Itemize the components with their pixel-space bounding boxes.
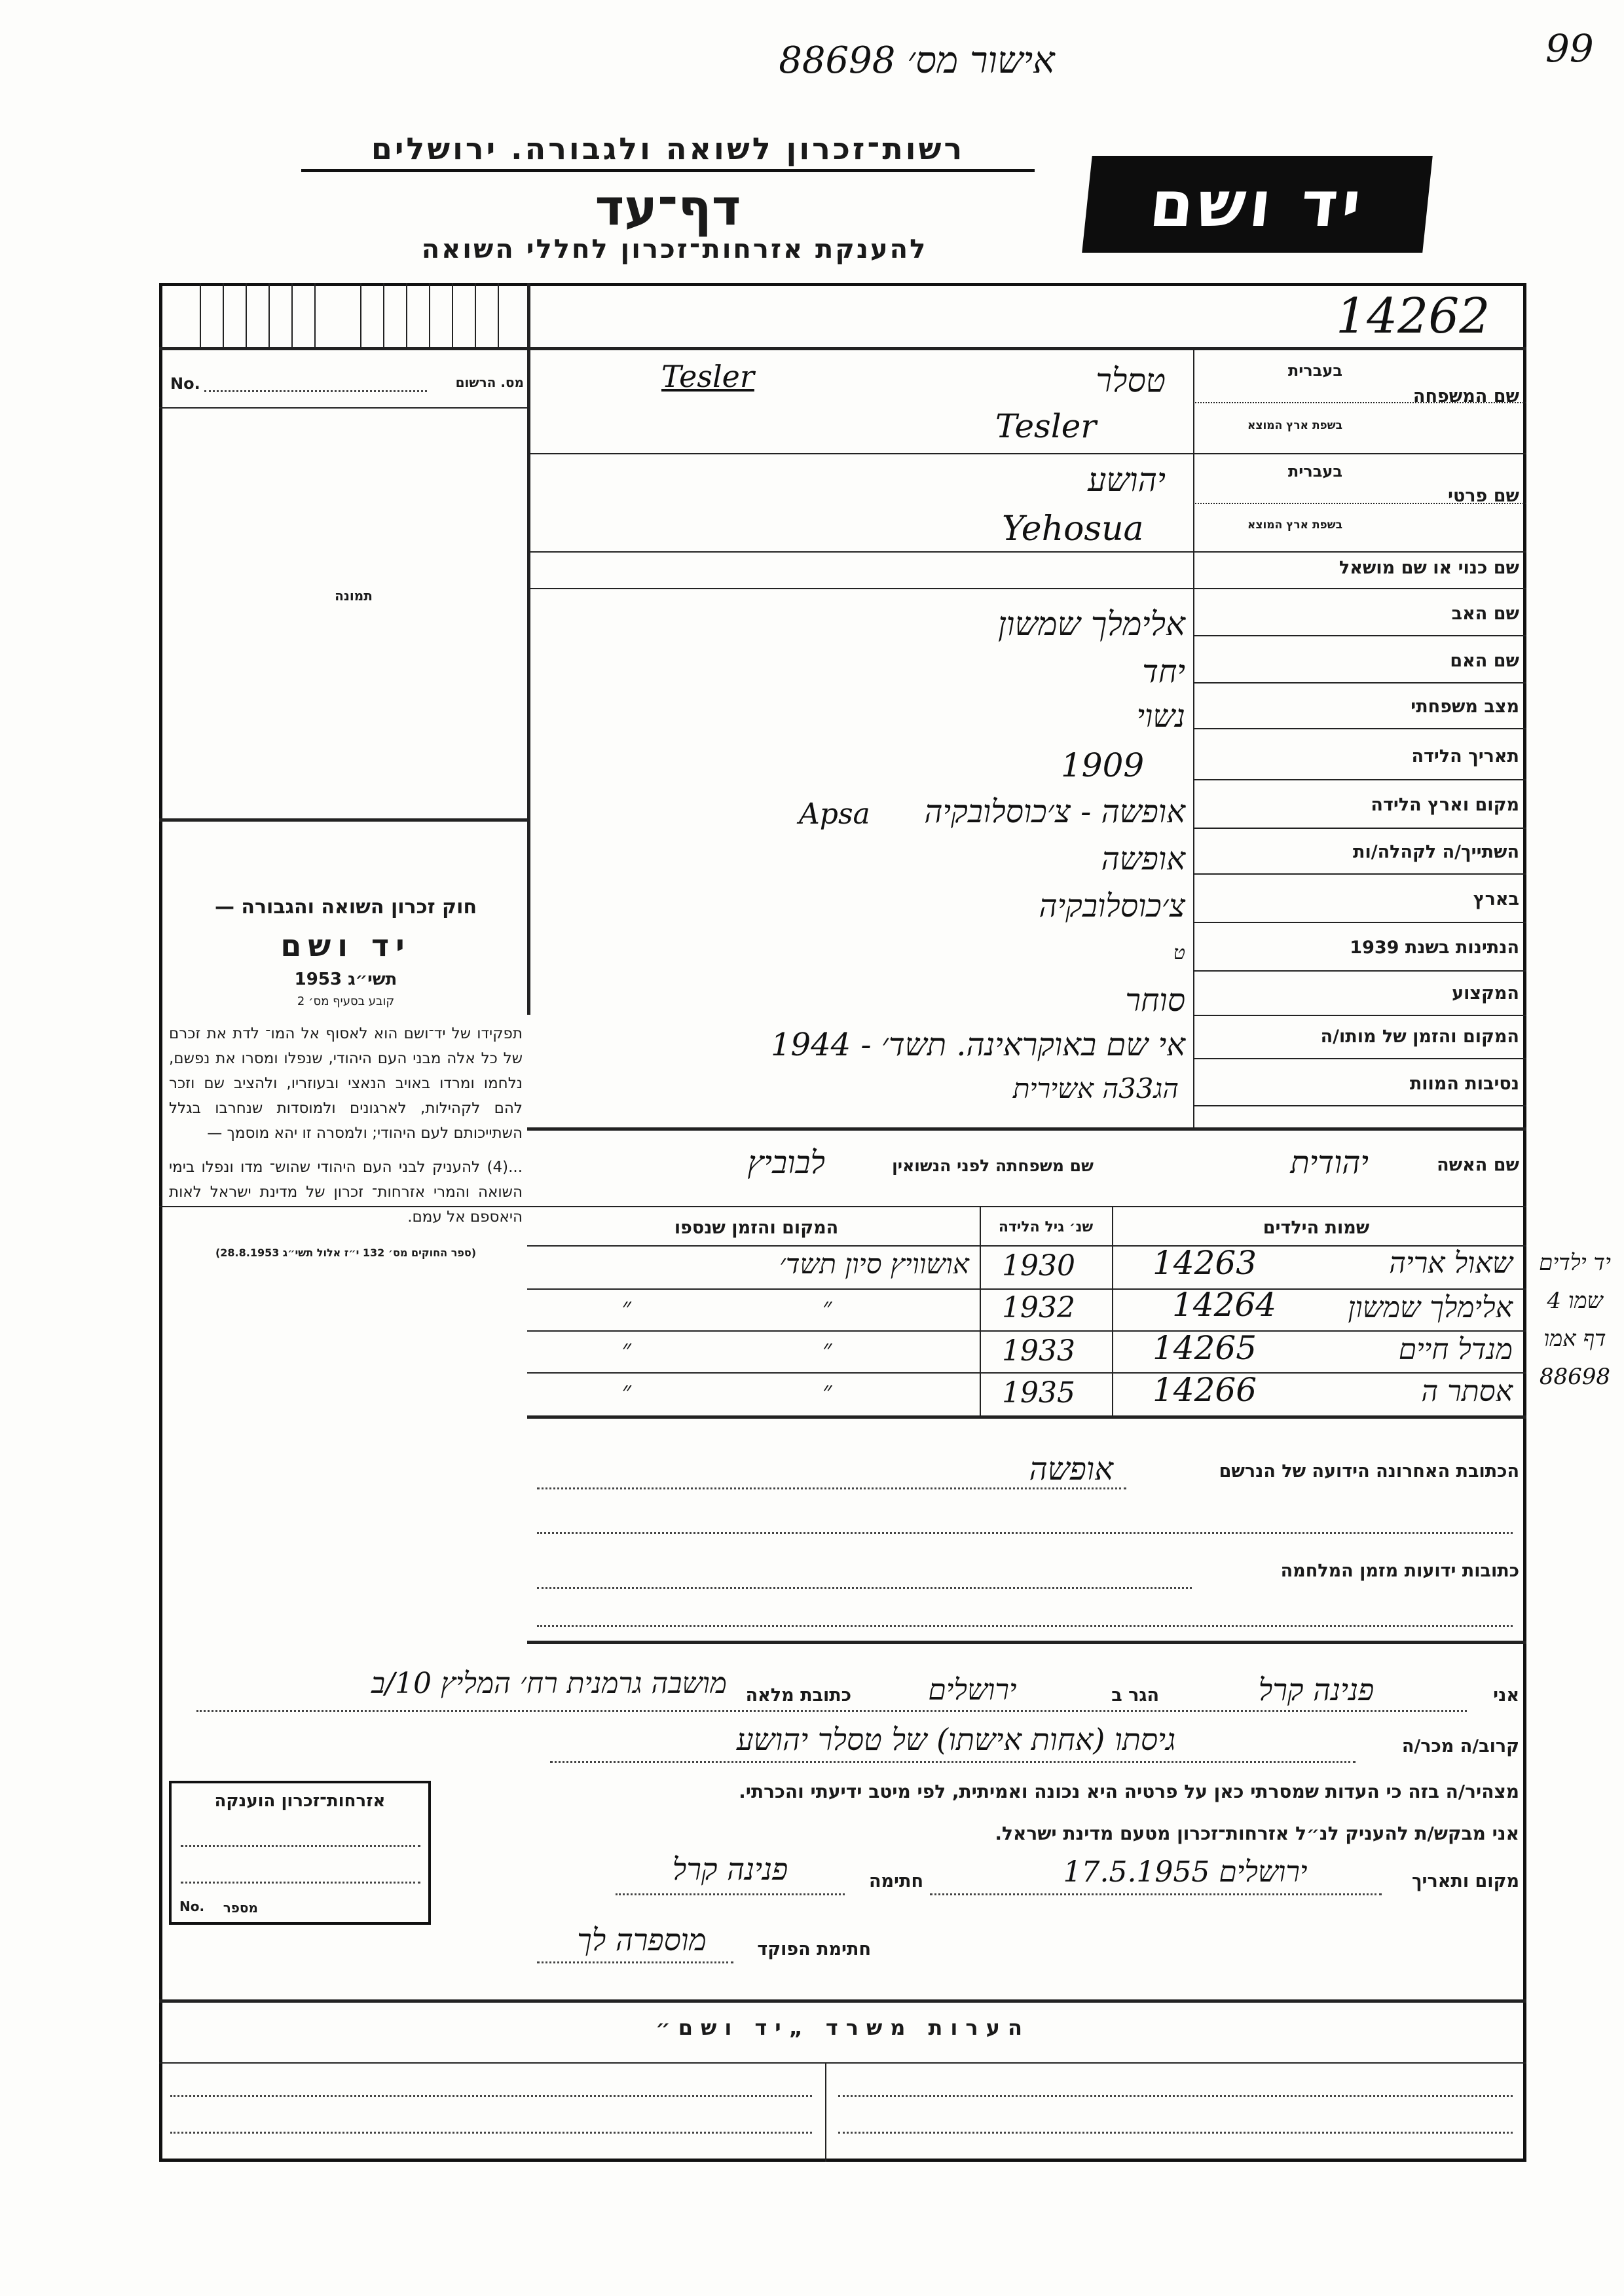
yad-vashem-logo xyxy=(1082,156,1433,253)
approval-number-handwritten: אישור מס׳ 88698 xyxy=(779,39,1055,82)
nationality-value: ט xyxy=(1173,941,1185,964)
death-place-time-value: אי שם באוקראינה. תשד׳ - 1944 xyxy=(771,1027,1185,1063)
country-value: צ׳כוסלובקיה xyxy=(1039,888,1185,924)
surname-sub-hebrew: בעברית xyxy=(1287,361,1342,380)
firstname-sub-origin: בשפת ארץ המוצא xyxy=(1247,519,1342,532)
child-year: 1930 xyxy=(1002,1249,1075,1283)
relation-label: קרוב/ה מכר/ה xyxy=(1401,1736,1519,1757)
firstname-label: שם פרטי xyxy=(1448,486,1519,506)
officer-signature-value: מוספרה לך xyxy=(577,1922,707,1958)
declarant-i-label: אני xyxy=(1493,1685,1519,1705)
country-label: בארץ xyxy=(1473,889,1519,909)
child-number: 14265 xyxy=(1153,1329,1257,1367)
birth-place-extra: Apsa xyxy=(799,797,870,831)
statement-line-1: מצהיר/ה בזה כי העדות שמסרתי כאן על פרטיה היא נכונה ואמיתית, לפי מיטב ידיעתי והכרתי. xyxy=(739,1781,1519,1802)
child-year: 1933 xyxy=(1002,1334,1075,1368)
resident-city: ירושלים xyxy=(928,1673,1017,1707)
law-block xyxy=(169,896,523,1259)
death-circumstances-label: נסיבות המוות xyxy=(1409,1074,1519,1094)
statement-line-2: אני מבקש/ת להעניק לנ״ל אזרחות־זכרון מטעם מדינת ישראל. xyxy=(995,1823,1519,1844)
surname-value-origin: Tesler xyxy=(995,407,1097,445)
mother-name-value: יחד xyxy=(1142,653,1185,690)
community-value: אופשה xyxy=(1101,841,1185,877)
surname-value-hebrew: טסלר xyxy=(1096,361,1166,399)
child-name: מנדל חיים xyxy=(1398,1333,1513,1366)
relation-value: גיסתו (אחות אישתו) של טסלר יהושע xyxy=(736,1722,1176,1757)
photo-label: תמונה xyxy=(335,588,373,604)
child-number: 14263 xyxy=(1153,1244,1257,1282)
resident-label: הגר ב xyxy=(1111,1685,1159,1705)
nickname-label: שם כנוי או שם מושאל xyxy=(1338,558,1519,578)
surname-label: שם המשפחה xyxy=(1412,386,1519,407)
reg-no-label: מס. הרשום xyxy=(455,374,524,390)
child-place: ״ ״ xyxy=(621,1292,924,1321)
firstname-value-origin: Yehosua xyxy=(1002,509,1144,549)
father-name-label: שם האב xyxy=(1451,604,1519,624)
law-text-1: תפקידו של יד־ושם הוא לאסוף אל המו־ לדת את זכרם של כל אלה מבני העם היהודי, שנפלו ומסרו את נפשם, נלחמו ומרדו באויב הנאצי ובעוזריו, ולהציב שם וזכר להם לקהילות, לארגונים ולמוסדות שנחרבו בגלל השתייכותם לעם היהודי; ולמסרה זו יהא מוסמך — xyxy=(169,1025,523,1142)
child-name: שאול אריה xyxy=(1389,1247,1513,1280)
law-reference: (ספר החוקים מס׳ 132 י״ז אלול תשי״ג 28.8.1953) xyxy=(215,1247,477,1259)
law-title: חוק זכרון השואה והגבורה — xyxy=(214,896,477,919)
signature-label: חתימה xyxy=(868,1871,923,1891)
children-margin-note: יד ילדים שמו 4 דף אמו 88698 xyxy=(1539,1250,1611,1390)
children-age-header: שנ׳ גיל הלידה xyxy=(998,1219,1094,1235)
child-place: ״ ״ xyxy=(621,1334,924,1363)
page-number: 99 xyxy=(1545,26,1594,71)
death-circumstances-value: הג33ה אשירית xyxy=(1012,1072,1179,1104)
child-name: אלימלך שמשון xyxy=(1348,1291,1513,1324)
form-title: דף־עד xyxy=(595,178,741,236)
marital-status-value: נשוי xyxy=(1136,698,1185,735)
child-year: 1932 xyxy=(1002,1291,1075,1324)
child-number: 14264 xyxy=(1172,1286,1277,1324)
record-number: 14262 xyxy=(1336,288,1490,344)
wife-maiden-value: לבוביץ xyxy=(747,1144,825,1181)
child-name: אסתר ה xyxy=(1421,1375,1513,1408)
profession-value: סוחר xyxy=(1125,982,1185,1019)
surname-value-extra: Tesler xyxy=(661,359,754,394)
reg-no-en: No. xyxy=(170,374,200,393)
children-place-header: המקום והזמן שנספו xyxy=(674,1218,839,1238)
community-label: השתייך/ה לקהלה/ות xyxy=(1353,842,1519,862)
birth-place-label: מקום וארץ הלידה xyxy=(1371,795,1519,815)
death-place-time-label: המקום והזמן של מותו/ה xyxy=(1320,1027,1519,1047)
father-name-value: אלימלך שמשון xyxy=(998,605,1185,643)
citizenship-number-label: מספר xyxy=(223,1900,258,1916)
birth-place-value: אופשה - צ׳כוסלובקיה xyxy=(924,793,1185,830)
officer-signature-label: חתימת הפוקד xyxy=(757,1939,871,1959)
wife-label: שם האשה xyxy=(1437,1155,1519,1175)
child-number: 14266 xyxy=(1153,1371,1257,1409)
war-address-label: כתובות ידועות מזמן המלחמה xyxy=(1280,1561,1519,1581)
child-place: ״ ״ xyxy=(621,1376,924,1405)
marital-status-label: מצב משפחתי xyxy=(1411,697,1519,717)
firstname-value-hebrew: יהושע xyxy=(1088,461,1166,499)
surname-sub-origin: בשפת ארץ המוצא xyxy=(1247,419,1342,432)
law-section: קובע בסעיף מס׳ 2 xyxy=(297,994,395,1008)
law-name: יד ושם xyxy=(280,928,411,963)
authority-title: רשות־זכרון לשואה ולגבורה. ירושלים xyxy=(301,131,1035,172)
full-address-value: מושבה גרמנית רח׳ המליץ 10/ב xyxy=(371,1667,727,1700)
place-date-value: ירושלים 17.5.1955 xyxy=(1063,1855,1308,1889)
child-place: אושוויץ סיון תשד׳ xyxy=(779,1248,969,1280)
birth-date-label: תאריך הלידה xyxy=(1411,746,1519,767)
law-year: תשי״ג 1953 xyxy=(294,970,397,989)
mother-name-label: שם האם xyxy=(1450,651,1519,671)
wife-value: יהודית xyxy=(1290,1144,1369,1181)
place-date-label: מקום ותאריך xyxy=(1411,1871,1519,1891)
last-address-label: הכתובת האחרונה הידועה של הנרשם xyxy=(1219,1461,1519,1482)
citizenship-number-en: No. xyxy=(179,1899,205,1914)
citizenship-title: אזרחות־זכרון הוענקה xyxy=(214,1791,386,1811)
profession-label: המקצוע xyxy=(1452,983,1519,1004)
signature-value: פנינה קרל xyxy=(672,1851,788,1887)
last-address-value: אופשה xyxy=(1029,1451,1113,1487)
child-year: 1935 xyxy=(1002,1376,1075,1410)
logo-text: יד ושם xyxy=(1146,168,1369,241)
citizenship-box xyxy=(169,1781,431,1925)
full-address-label: כתובת מלאה xyxy=(745,1685,851,1705)
birth-date-value: 1909 xyxy=(1061,746,1145,784)
form-subtitle: להענקת אזרחות־זכרון לחללי השואה xyxy=(421,234,928,264)
children-names-header: שמות הילדים xyxy=(1263,1218,1370,1238)
wife-maiden-label: שם משפחתה לפני הנשואין xyxy=(892,1156,1094,1175)
nationality-label: הנתינות בשנת 1939 xyxy=(1350,938,1519,958)
firstname-sub-hebrew: בעברית xyxy=(1287,462,1342,481)
declarant-name: פנינה קרל xyxy=(1258,1672,1375,1707)
law-text-2: ...(4) להעניק לבני העם היהודי שהוש־ מדו ונפלו בימי השואה והמרי אזרחות־ זכרון של מדינת ישראל לאות היאספם אל עמם. xyxy=(169,1159,523,1226)
remarks-title: הערות משרד „יד ושם״ xyxy=(655,2015,1030,2040)
